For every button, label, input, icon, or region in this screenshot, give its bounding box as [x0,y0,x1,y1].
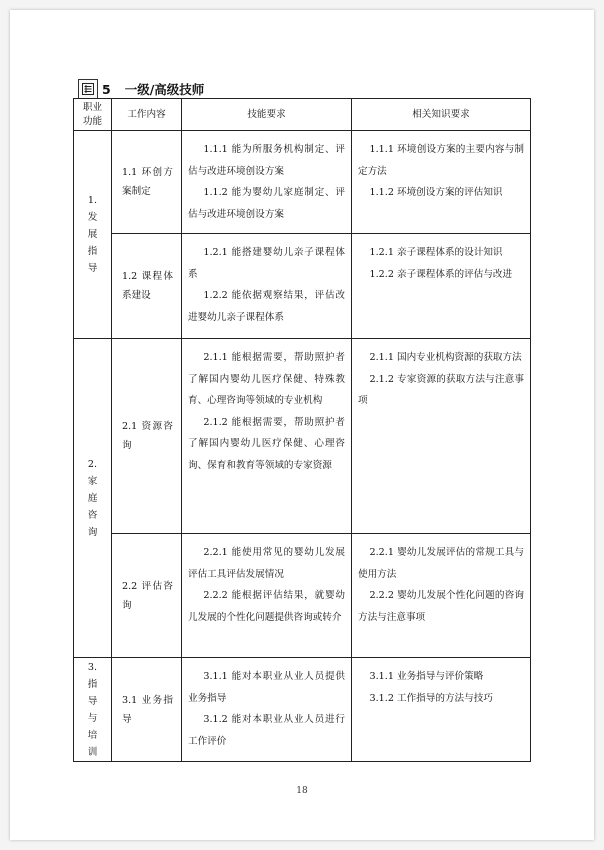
table-row [74,534,531,658]
work-content-cell: 2.1 资源咨询 [112,339,182,534]
page-number: 18 [296,786,308,796]
skill-requirement-cell: 2.1.1 能根据需要，帮助照护者了解国内婴幼儿医疗保健、特殊教育、心理咨询等领域的专业机构 2.1.2 能根据需要，帮助照护者了解国内婴幼儿医疗保健、心理咨询、保育和教育等领域的专家资源 [182,339,352,534]
table-row [74,339,531,534]
function-cell: 1. 发 展 指 导 [74,131,112,339]
work-content-cell: 1.2 课程体系建设 [112,234,182,339]
work-content-cell: 3.1 业务指导 [112,658,182,762]
knowledge-requirement-cell: 1.1.1 环境创设方案的主要内容与制定方法 1.1.2 环境创设方案的评估知识 [352,131,531,234]
knowledge-requirement-cell: 2.2.1 婴幼儿发展评估的常规工具与使用方法 2.2.2 婴幼儿发展个性化问题的咨询方法与注意事项 [352,534,531,658]
section-number: 5 [102,81,111,97]
header-knowledge: 相关知识要求 [352,99,531,131]
skills-table [73,98,531,762]
header-function: 职业功能 [74,99,112,131]
section-heading [78,78,204,100]
header-content: 工作内容 [112,99,182,131]
function-cell: 2. 家 庭 咨 询 [74,339,112,658]
section-title: 一级/高级技师 [124,82,205,97]
table-row [74,234,531,339]
table-header-row [74,99,531,131]
document-icon [78,79,98,99]
skill-requirement-cell: 3.1.1 能对本职业从业人员提供业务指导 3.1.2 能对本职业从业人员进行工作评价 [182,658,352,762]
work-content-cell: 1.1 环创方案制定 [112,131,182,234]
knowledge-requirement-cell: 2.1.1 国内专业机构资源的获取方法 2.1.2 专家资源的获取方法与注意事项 [352,339,531,534]
skill-requirement-cell: 1.1.1 能为所服务机构制定、评估与改进环境创设方案 1.1.2 能为婴幼儿家庭制定、评估与改进环境创设方案 [182,131,352,234]
knowledge-requirement-cell: 3.1.1 业务指导与评价策略 3.1.2 工作指导的方法与技巧 [352,658,531,762]
work-content-cell: 2.2 评估咨询 [112,534,182,658]
table-row [74,658,531,762]
table-row [74,131,531,234]
document-page [10,10,594,840]
document-icon-glyph [81,82,95,96]
skill-requirement-cell: 1.2.1 能搭建婴幼儿亲子课程体系 1.2.2 能依据观察结果，评估改进婴幼儿亲子课程体系 [182,234,352,339]
knowledge-requirement-cell: 1.2.1 亲子课程体系的设计知识 1.2.2 亲子课程体系的评估与改进 [352,234,531,339]
function-cell: 3. 指 导 与 培 训 [74,658,112,762]
header-skills: 技能要求 [182,99,352,131]
skill-requirement-cell: 2.2.1 能使用常见的婴幼儿发展评估工具评估发展情况 2.2.2 能根据评估结果，就婴幼儿发展的个性化问题提供咨询或转介 [182,534,352,658]
